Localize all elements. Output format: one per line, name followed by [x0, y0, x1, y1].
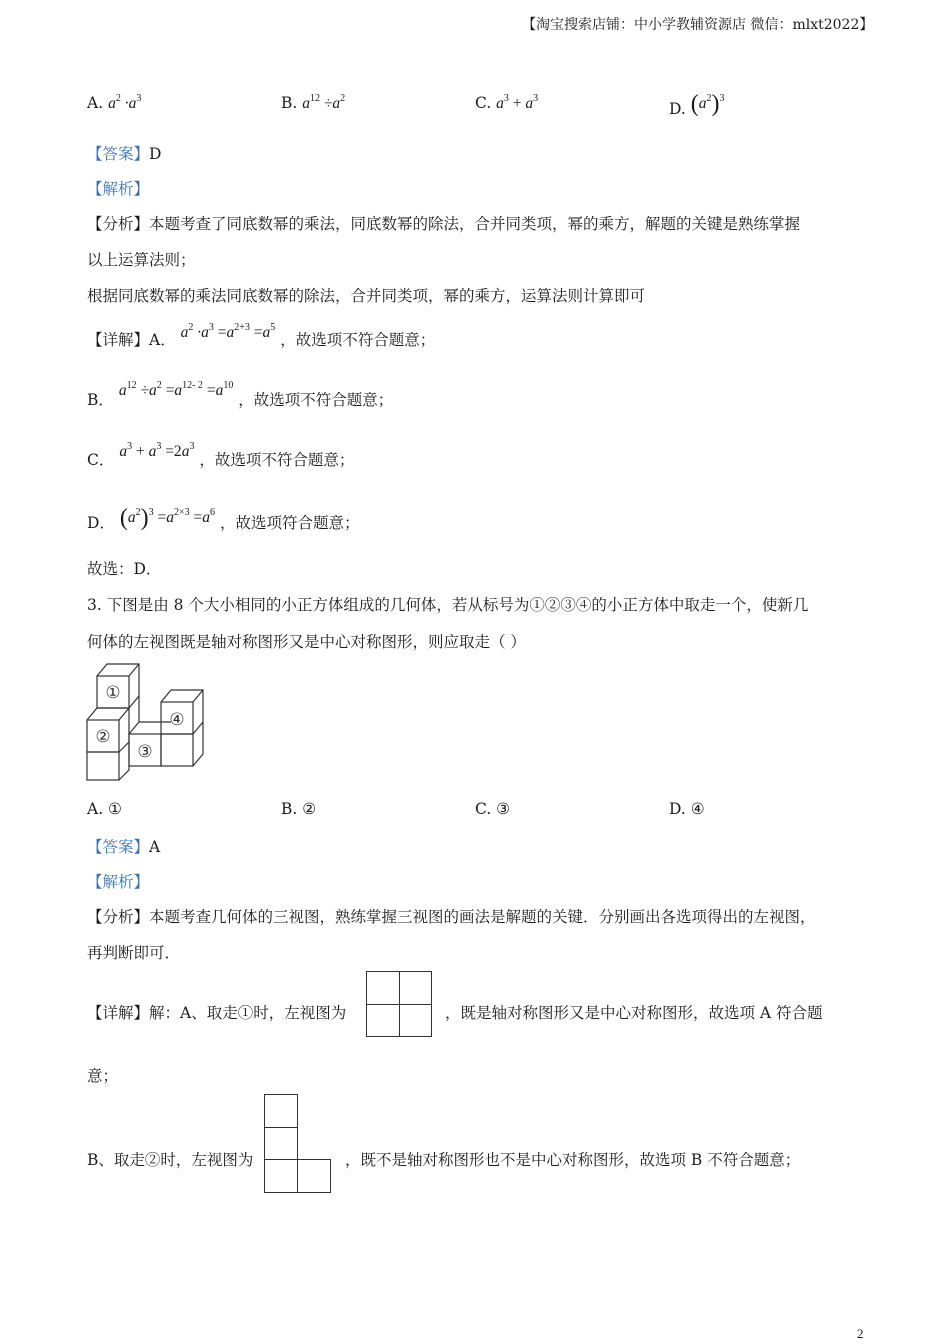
- cube-label-4: ④: [169, 710, 185, 730]
- q3-detail-b-suffix: ，既不是轴对称图形也不是中心对称图形，故选项 B 不符合题意；: [345, 1151, 801, 1169]
- q2-option-b: B. $a^{12} \div a^2$: [281, 93, 346, 112]
- cube-label-2: ②: [95, 727, 111, 747]
- q3-option-c: C. ③: [475, 800, 511, 818]
- q3-detail-a-prefix: 【详解】解：A、取走①时，左视图为: [87, 1004, 347, 1022]
- cube-figure: [84, 660, 209, 785]
- q3-detail-a-cont: 意；: [87, 1067, 119, 1085]
- q2-detail-b: B． $a^{12} \div a^2 =a^{12- 2} =a^{10}$ ，故选项不符合题意；: [87, 380, 394, 409]
- q2-answer: 【答案】D: [87, 145, 162, 163]
- q3-stem-line-1: 3. 下图是由 8 个大小相同的小正方体组成的几何体，若从标号为①②③④的小正方体中取走一个，使新几: [87, 596, 809, 614]
- q3-fenxi-line-1: 【分析】本题考查几何体的三视图，熟练掌握三视图的画法是解题的关键．分别画出各选项得出的左视图，: [87, 908, 816, 926]
- q2-detail-d: D． $(a^2)^3 =a^{2\times 3} =a^6$ ，故选项符合题意；: [87, 505, 360, 532]
- cube-label-1: ①: [105, 683, 121, 703]
- left-view-a: [366, 971, 432, 1037]
- cube-left-bottom-front: [87, 752, 119, 780]
- page-header: 【淘宝搜索店铺：中小学教辅资源店 微信：mlxt2022】: [522, 17, 874, 33]
- q3-detail-a-suffix: ，既是轴对称图形又是中心对称图形，故选项 A 符合题: [445, 1004, 823, 1022]
- q2-detail-c: C． $a^3 + a^3 =2a^3$ ，故选项不符合题意；: [87, 441, 355, 469]
- q2-detail-a: 【详解】A． $a^2 \cdot a^3 =a^{2+3} =a^5$ ，故选项不符合题意；: [87, 322, 436, 349]
- cube-label-3: ③: [137, 742, 153, 762]
- q3-stem-line-2: 何体的左视图既是轴对称图形又是中心对称图形，则应取走（ ）: [87, 633, 526, 651]
- q3-detail-b-prefix: B、取走②时，左视图为: [87, 1151, 254, 1169]
- q2-fenxi-line-3: 根据同底数幂的乘法同底数幂的除法，合并同类项，幂的乘方，运算法则计算即可: [87, 287, 646, 305]
- cube-3-top: [129, 722, 171, 734]
- q2-option-d: D. $(a^2)^3$: [669, 91, 725, 118]
- q3-option-d: D. ④: [669, 800, 705, 818]
- q3-option-a: A. ①: [87, 800, 122, 818]
- q2-option-c: C. $a^3 + a^3$: [475, 93, 539, 112]
- q2-option-a: A. $a^2 \cdot a^3$: [87, 93, 142, 112]
- q3-fenxi-line-2: 再判断即可．: [87, 944, 181, 962]
- q2-conclusion: 故选：D．: [87, 560, 162, 578]
- q3-answer: 【答案】A: [87, 838, 161, 856]
- cube-right-bottom-front: [161, 734, 193, 766]
- q3-option-b: B. ②: [281, 800, 317, 818]
- left-view-b: [264, 1094, 332, 1193]
- q3-analysis-tag: 【解析】: [87, 873, 150, 891]
- q2-analysis-tag: 【解析】: [87, 180, 150, 198]
- page-number: 2: [857, 1326, 864, 1341]
- q2-fenxi-line-2: 以上运算法则；: [87, 251, 196, 269]
- q2-fenxi-line-1: 【分析】本题考查了同底数幂的乘法，同底数幂的除法，合并同类项，幂的乘方，解题的关键是熟练掌握: [87, 215, 801, 233]
